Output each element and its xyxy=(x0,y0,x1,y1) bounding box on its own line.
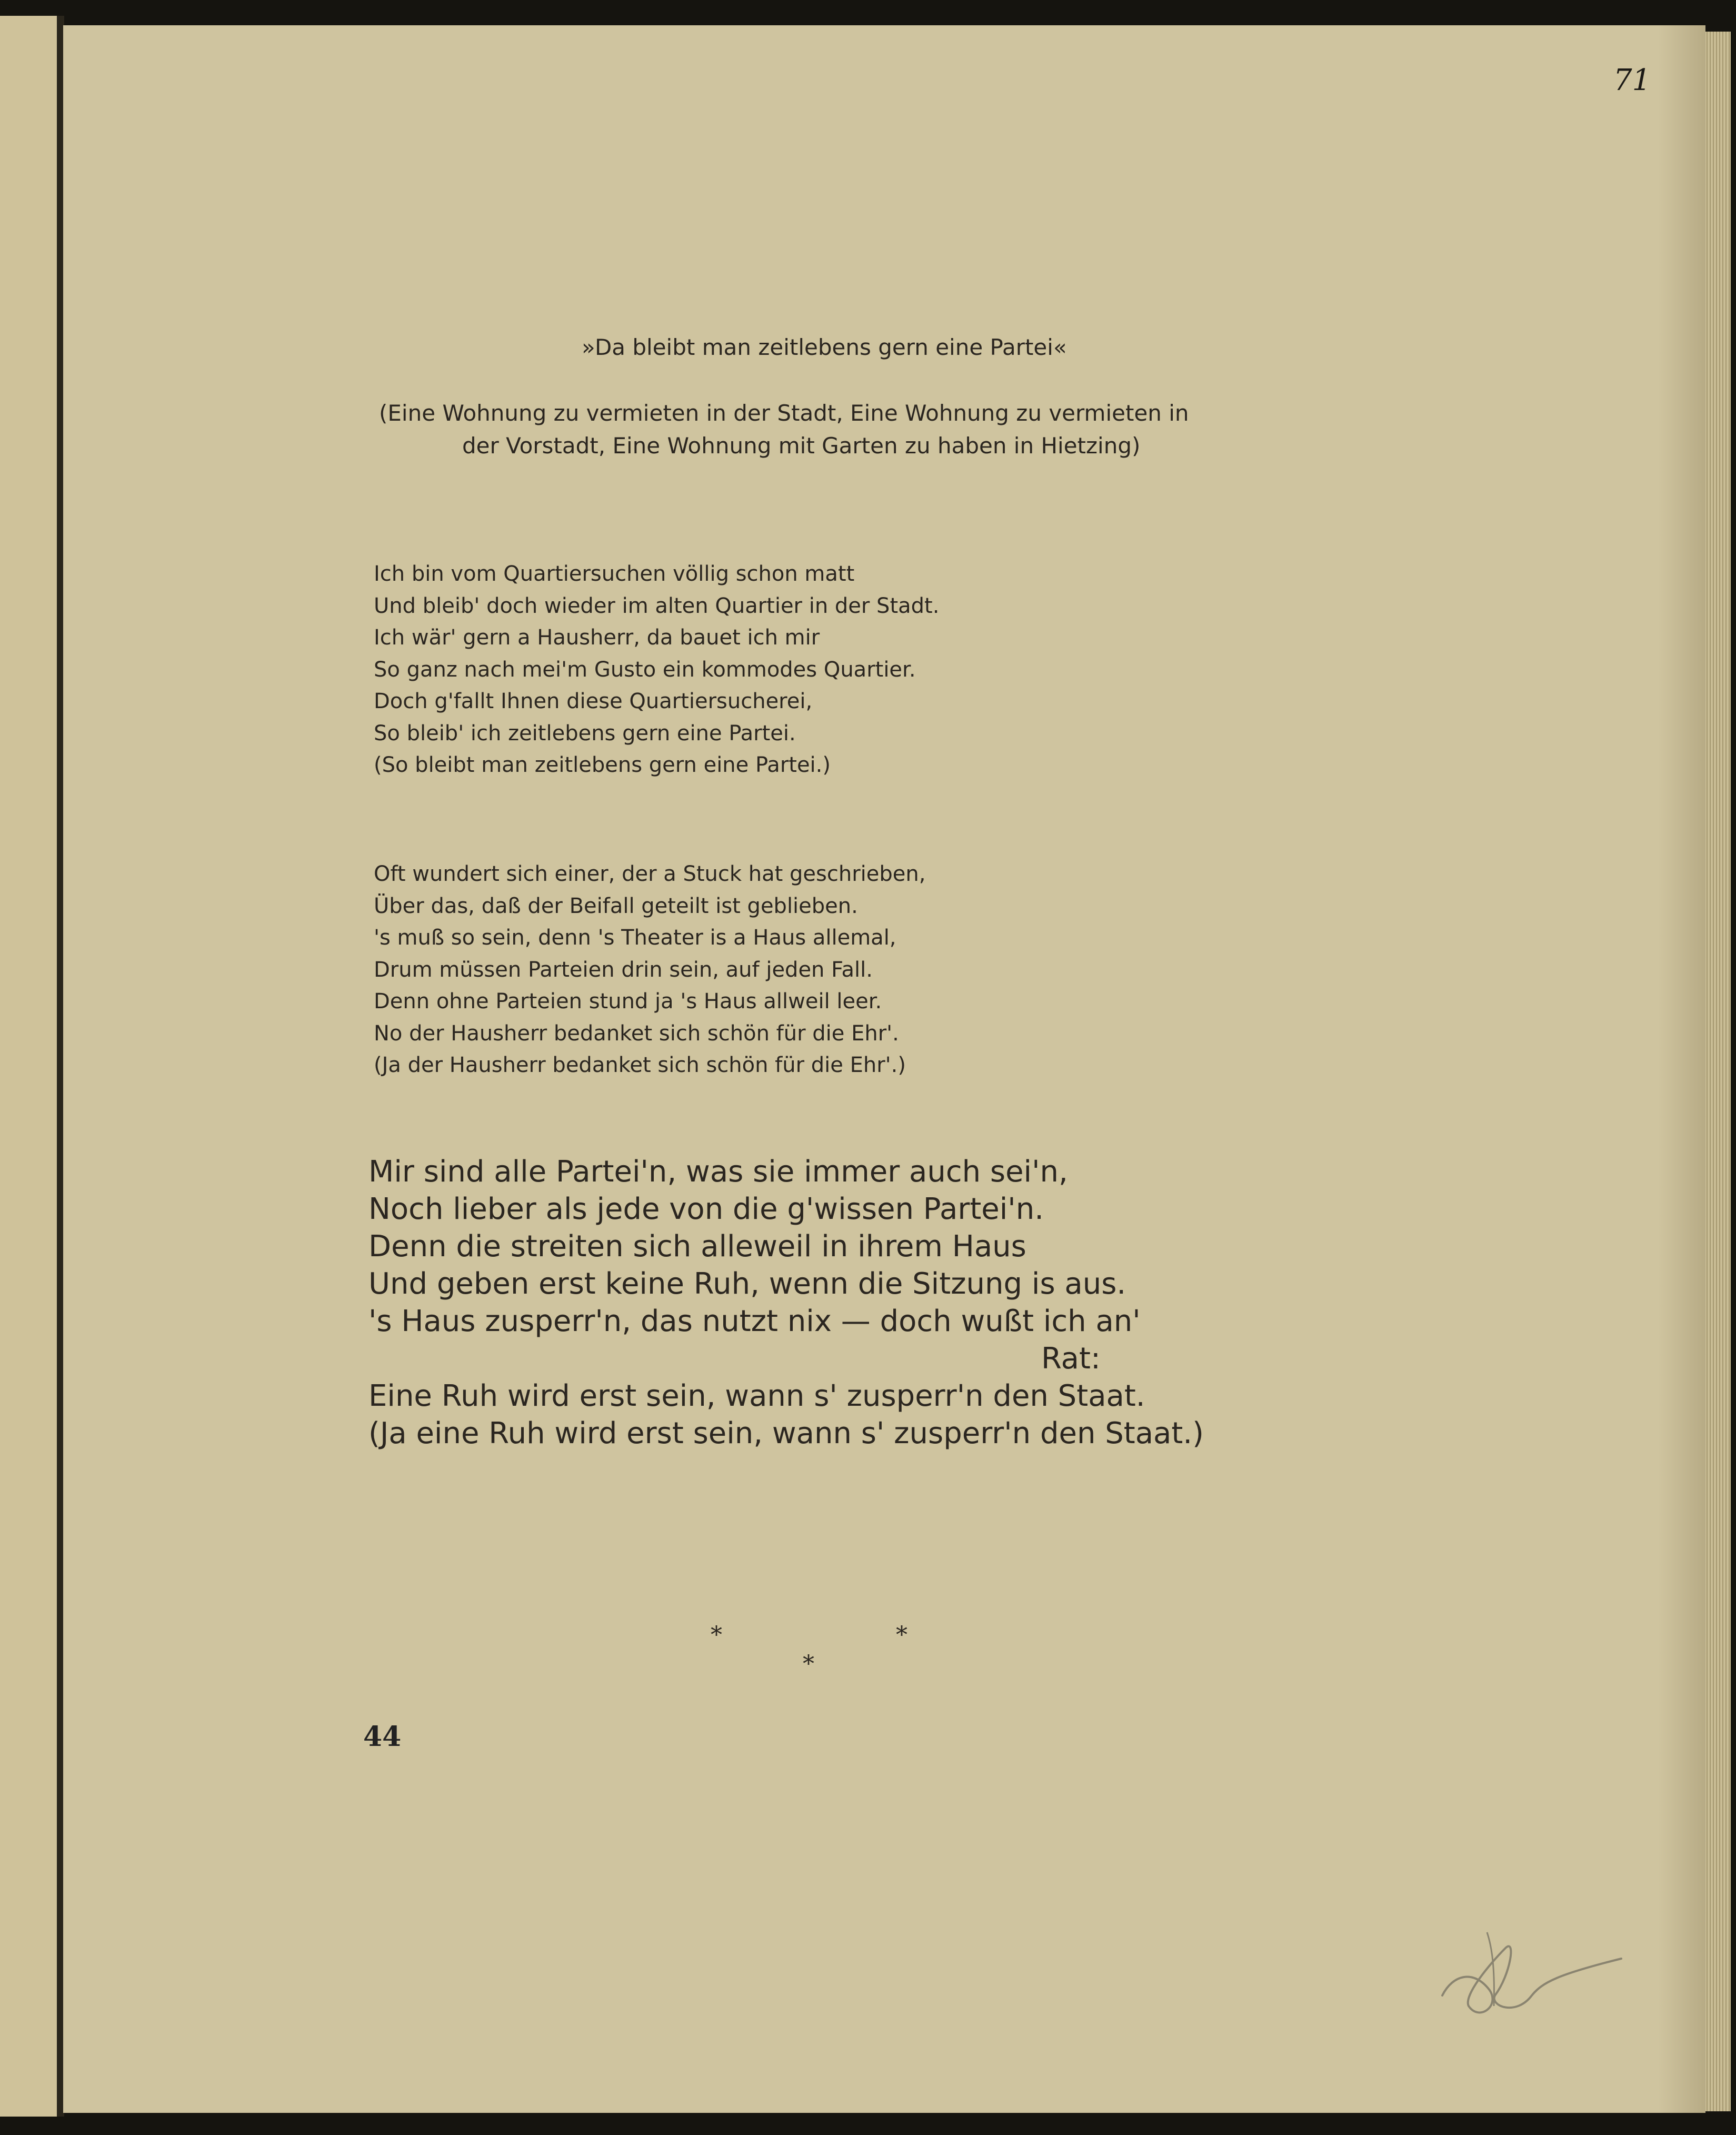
stanza-line: (Ja der Hausherr bedanket sich schön für die Ehr'.) xyxy=(374,1053,906,1077)
stanza-line: Mir sind alle Partei'n, was sie immer auch sei'n, xyxy=(368,1155,1068,1189)
stanza-line: Oft wundert sich einer, der a Stuck hat geschrieben, xyxy=(374,862,926,886)
subtitle-line-2: der Vorstadt, Eine Wohnung mit Garten zu haben in Hietzing) xyxy=(462,433,1141,459)
asterism-star: * xyxy=(896,1622,907,1649)
stanza-line: Denn ohne Parteien stund ja 's Haus allweil leer. xyxy=(374,989,882,1014)
stanza-line: 's muß so sein, denn 's Theater is a Haus allemal, xyxy=(374,926,896,950)
page-number: 44 xyxy=(363,1721,402,1753)
handwritten-folio: 71 xyxy=(1613,63,1651,97)
poem-title: »Da bleibt man zeitlebens gern eine Partei« xyxy=(582,334,1067,360)
facing-page-edge xyxy=(0,16,63,2117)
asterism-star: * xyxy=(711,1622,722,1649)
stanza-line: (So bleibt man zeitlebens gern eine Partei.) xyxy=(374,753,831,777)
stanza-line: (Ja eine Ruh wird erst sein, wann s' zusperr'n den Staat.) xyxy=(368,1416,1204,1451)
stanza-line: Drum müssen Parteien drin sein, auf jeden Fall. xyxy=(374,957,873,982)
stanza-line: Denn die streiten sich alleweil in ihrem Haus xyxy=(368,1229,1026,1264)
page-shade xyxy=(1658,25,1705,2113)
stanza-1 xyxy=(374,558,939,781)
stanza-2 xyxy=(374,858,925,1081)
stanza-line: Eine Ruh wird erst sein, wann s' zusperr'n den Staat. xyxy=(368,1379,1145,1413)
stanza-line: 's Haus zusperr'n, das nutzt nix — doch wußt ich an' xyxy=(368,1304,1141,1338)
stanza-line: Über das, daß der Beifall geteilt ist geblieben. xyxy=(374,893,858,918)
stanza-line: No der Hausherr bedanket sich schön für die Ehr'. xyxy=(374,1021,899,1046)
stanza-line-continuation: Rat: xyxy=(1041,1342,1101,1376)
subtitle-line-1: (Eine Wohnung zu vermieten in der Stadt, Eine Wohnung zu vermieten in xyxy=(379,400,1189,426)
stanza-line: Ich wär' gern a Hausherr, da bauet ich mir xyxy=(374,625,820,650)
asterism-star: * xyxy=(803,1651,814,1677)
page-block-edges xyxy=(1704,32,1731,2111)
pencil-signature xyxy=(1432,1916,1632,2038)
stanza-line: Und bleib' doch wieder im alten Quartier in der Stadt. xyxy=(374,593,940,618)
stanza-line: Noch lieber als jede von die g'wissen Partei'n. xyxy=(368,1192,1044,1226)
stanza-line: So bleib' ich zeitlebens gern eine Partei. xyxy=(374,721,796,746)
stanza-line: So ganz nach mei'm Gusto ein kommodes Quartier. xyxy=(374,657,916,682)
stanza-line: Ich bin vom Quartiersuchen völlig schon matt xyxy=(374,562,855,586)
stanza-3 xyxy=(368,1153,1204,1452)
stanza-line: Und geben erst keine Ruh, wenn die Sitzung is aus. xyxy=(368,1267,1126,1301)
stanza-line: Doch g'fallt Ihnen diese Quartiersucherei, xyxy=(374,689,813,713)
